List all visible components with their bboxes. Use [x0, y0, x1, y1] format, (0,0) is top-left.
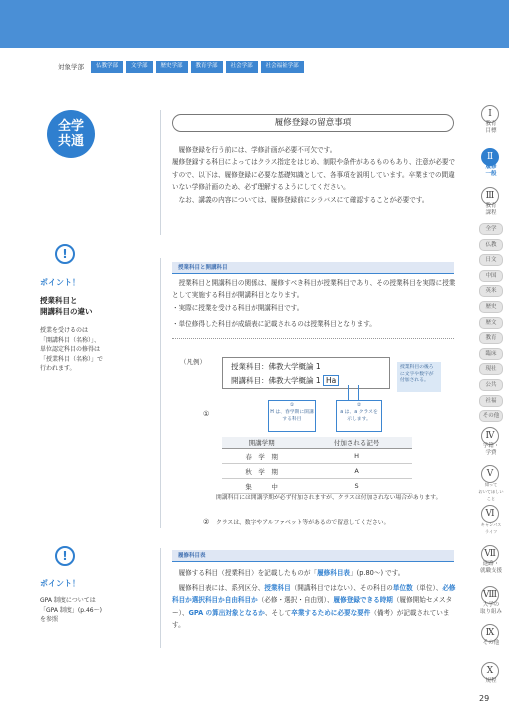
table-row [222, 479, 412, 494]
table-header: 開講学期 [222, 437, 301, 449]
chapter-label[interactable]: 教育 目標 [485, 121, 497, 134]
dotted-divider [172, 338, 454, 339]
text-run: 履修する科目（授業科目）を記載したものが「 [172, 569, 318, 577]
highlight-text: 単位数 [392, 584, 413, 592]
highlight-text: 卒業するために必要な要件 [291, 608, 371, 617]
table-cell: 集 中 [222, 479, 301, 494]
exclamation-icon: ! [55, 546, 75, 566]
chapter-label[interactable]: キャンパス ライフ [480, 522, 502, 534]
faculty-tab[interactable]: 歴文 [479, 317, 503, 329]
faculty-tab[interactable]: 仏教 [479, 239, 503, 251]
connector-line [358, 385, 359, 400]
chapter-3-icon[interactable]: Ⅲ [481, 187, 499, 205]
faculty-bar [58, 61, 304, 73]
table-cell: H [301, 449, 412, 464]
faculty-tag: 歴史学部 [156, 61, 188, 73]
faculty-tab[interactable]: 中国 [479, 270, 503, 282]
intro-text: 履修登録を行う前には、学修計画が必要不可欠です。 履修登録する科目によってはクラス指定をはじめ、制限や条件があるものもあり、注意が必要ですので、以下は、履修登録に必要な基礎知識として、各事項を説明しています。卒業までの間違いない学修計画のため、必ず理解するようにしてください。 なお、講義の内容については、履修登録前にシラバスにて確認することが必要です。 [172, 146, 456, 204]
faculty-tag: 文学部 [126, 61, 153, 73]
faculty-tab[interactable]: 英米 [479, 285, 503, 297]
item-number: ① [203, 410, 210, 418]
point-body: GPA 制度については 「GPA 制度」(p.46〜) を参照 [40, 597, 102, 623]
column-divider [160, 258, 161, 528]
chapter-label[interactable]: 進路・ 就職支援 [479, 561, 502, 574]
faculty-tab[interactable]: 日文 [479, 254, 503, 266]
text-run: 」(p.80〜) です。 [350, 569, 405, 577]
chapter-label[interactable]: 大学の 取り組み [479, 602, 502, 615]
column-divider [160, 548, 161, 648]
chapter-label[interactable]: 学籍・ 学費 [482, 443, 500, 456]
text-run: （履修開始セメスター）、 [172, 596, 453, 617]
page-title: 履修登録の留意事項 [172, 114, 454, 132]
section-body: 授業科目と開講科目の関係は、履修すべき科目が授業科目であり、その授業科目を実際に授業として実施する科目が開講科目となります。 [172, 279, 456, 300]
text-run: （必修・選択・自由別）、 [257, 596, 334, 605]
column-divider [160, 110, 161, 235]
text-run: （備考）が記載されています。 [172, 608, 450, 630]
faculty-tag: 社会福祉学部 [261, 61, 304, 73]
faculty-tag: 教育学部 [191, 61, 223, 73]
point-title: ポイント！ [40, 278, 80, 287]
chapter-7-icon[interactable]: Ⅶ [481, 545, 499, 563]
top-band [0, 0, 509, 48]
table-note: 開講科目には開講学期が必ず付加されますが、クラスは付加されない場合があります。 [216, 495, 442, 501]
table-cell: 秋 学 期 [222, 464, 301, 479]
point-body: 授業を受けるのは 「開講科目（名称）」、 単位認定科目の修得は 「授業科目（名称）」で 行われます。 [40, 327, 104, 372]
highlight-text: 必修科目か選択科目か自由科目か [172, 584, 456, 605]
example-code: Ha [323, 375, 339, 386]
chapter-label[interactable]: その他 [482, 640, 500, 646]
point-title: ポイント！ [40, 579, 80, 588]
highlight-text: GPA の算出対象となるか [188, 608, 265, 617]
highlight-text: 授業科目 [264, 584, 291, 592]
highlight-text: 履修登録できる時期 [333, 596, 393, 605]
faculty-tag: 仏教学部 [91, 61, 123, 73]
page-number: 29 [479, 694, 490, 703]
text-run: 、そして [264, 608, 292, 617]
faculty-tab[interactable]: 社福 [479, 395, 503, 407]
text-run: （単位）、 [412, 584, 443, 592]
chapter-8-icon[interactable]: Ⅷ [481, 586, 499, 604]
table-row [222, 464, 412, 479]
chapter-9-icon[interactable]: Ⅸ [481, 624, 499, 642]
table-cell: A [301, 464, 412, 479]
table-cell: 春 学 期 [222, 449, 301, 464]
example-label: （凡例） [180, 358, 206, 366]
chapter-label[interactable]: 履修 一般 [485, 164, 497, 177]
example-line: 授業科目：佛教大学概論 1 [231, 362, 321, 371]
faculty-tab[interactable]: 公共 [479, 379, 503, 391]
chapter-2-icon[interactable]: Ⅱ [481, 148, 499, 166]
item-number: ② [203, 518, 210, 526]
section-heading: 授業科目と開講科目 [172, 262, 454, 274]
faculty-tab[interactable]: 歴史 [479, 301, 503, 313]
chapter-label[interactable]: 教育 課程 [485, 203, 497, 216]
item-text: クラスは、数字やアルファベット等があるので留意してください。 [216, 520, 390, 526]
faculty-tab[interactable]: 現社 [479, 363, 503, 375]
faculty-tab[interactable]: 臨床 [479, 348, 503, 360]
table-header-row [222, 437, 412, 449]
faculty-tab[interactable]: 教育 [479, 332, 503, 344]
chapter-4-icon[interactable]: Ⅳ [481, 427, 499, 445]
exclamation-icon: ! [55, 244, 75, 264]
connector-line [348, 385, 349, 400]
chapter-5-icon[interactable]: Ⅴ [481, 465, 499, 483]
text-run: （開講科目ではない）、その科目の [290, 584, 393, 592]
example-callout: 授業科目の後ろに文字や数字が付加される。 [397, 362, 441, 392]
faculty-label: 対象学部 [58, 63, 84, 72]
highlight-text: 履修科目表 [317, 569, 351, 577]
faculty-tab[interactable]: その他 [479, 410, 503, 422]
section-heading: 履修科目表 [172, 550, 454, 562]
bullet-item: ・単位修得した科目が成績表に記載されるのは授業科目となります。 [172, 320, 376, 328]
text-run: 履修科目表には、系列区分、 [172, 584, 265, 592]
chapter-label[interactable]: 規程 [485, 678, 497, 684]
faculty-tab[interactable]: 全学 [479, 223, 503, 235]
table-cell: S [301, 479, 412, 494]
section-body [172, 582, 457, 632]
example-line-text: 開講科目：佛教大学概論 1 [231, 376, 321, 385]
example-line [231, 375, 339, 386]
bullet-item: ・実際に授業を受ける科目が開講科目です。 [172, 304, 304, 312]
chapter-10-icon[interactable]: Ⅹ [481, 662, 499, 680]
chapter-1-icon[interactable]: Ⅰ [481, 105, 499, 123]
example-note: ① H は、春学期に開講する科目 [268, 400, 316, 432]
chapter-6-icon[interactable]: Ⅵ [481, 505, 499, 523]
table-row [222, 449, 412, 464]
example-box [222, 357, 390, 389]
point-subtitle: 授業科目と 開講科目の違い [40, 296, 93, 316]
semester-table [222, 437, 412, 494]
faculty-tag: 社会学部 [226, 61, 258, 73]
table-header: 付加される記号 [301, 437, 412, 449]
example-note: ② a は、a クラスを示します。 [336, 400, 382, 432]
section-body [172, 567, 457, 579]
chapter-label[interactable]: 知って おいてほしいこと [478, 482, 504, 501]
all-faculty-badge: 全学 共通 [47, 110, 95, 158]
